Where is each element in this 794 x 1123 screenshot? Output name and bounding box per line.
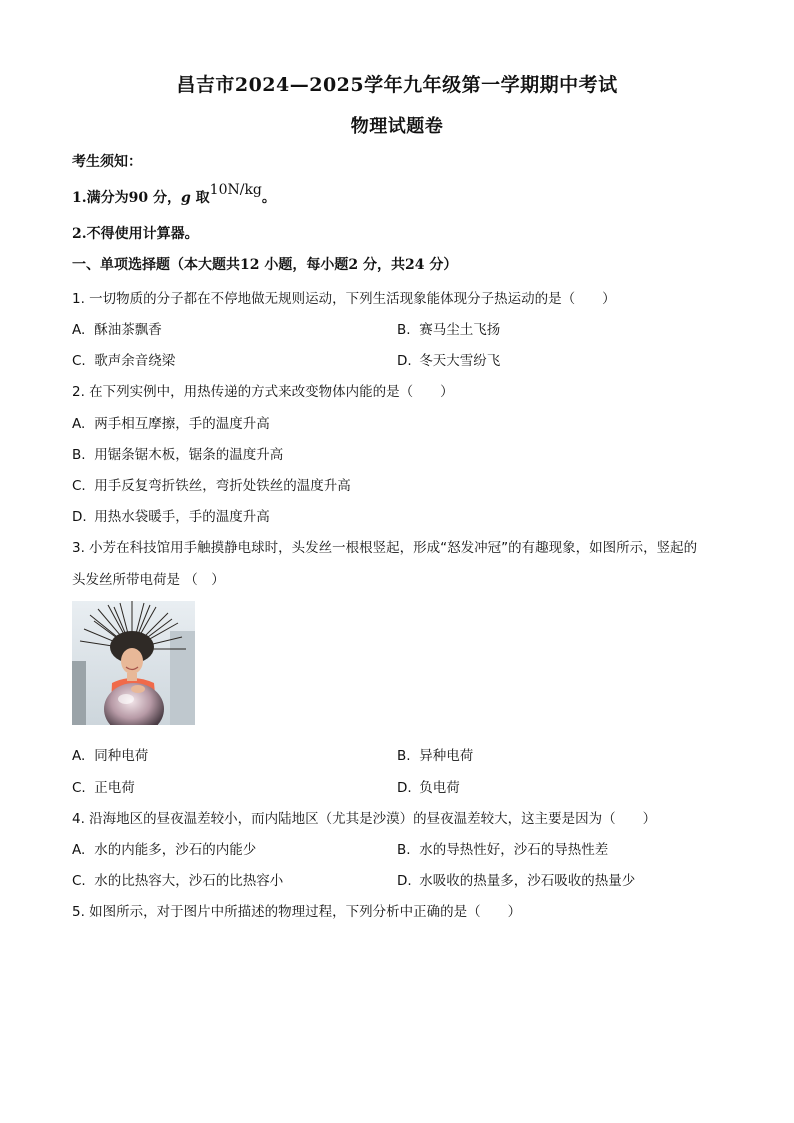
question-1-stem: 1. 一切物质的分子都在不停地做无规则运动，下列生活现象能体现分子热运动的是（ ） (72, 291, 616, 307)
exam-subtitle: 物理试题卷 (350, 116, 444, 137)
q1-option-c[interactable]: C. 歌声余音绕梁 (72, 353, 176, 369)
question-4-stem: 4. 沿海地区的昼夜温差较小，而内陆地区（尤其是沙漠）的昼夜温差较大，这主要是因为（ ） (72, 811, 657, 827)
q1-option-b[interactable]: B. 赛马尘土飞扬 (397, 322, 501, 338)
q4-option-d[interactable]: D. 水吸收的热量多，沙石吸收的热量少 (397, 873, 636, 889)
question-2-stem: 2. 在下列实例中，用热传递的方式来改变物体内能的是（ ） (72, 384, 454, 400)
notes-heading: 考生须知： (72, 154, 142, 170)
unit-label: 10N/kg (209, 182, 262, 198)
q3-option-a[interactable]: A. 同种电荷 (72, 748, 149, 764)
q3-option-b[interactable]: B. 异种电荷 (397, 748, 474, 764)
question-3-stem-line-2: 头发丝所带电荷是 （ ） (72, 572, 225, 588)
q2-option-c[interactable]: C. 用手反复弯折铁丝，弯折处铁丝的温度升高 (72, 478, 351, 494)
section-heading: 一、单项选择题（本大题共12 小题，每小题2 分，共24 分） (72, 257, 458, 273)
note-item-2: 2.不得使用计算器。 (72, 226, 199, 242)
q3-option-d[interactable]: D. 负电荷 (397, 780, 460, 796)
question-3-stem-line-1: 3. 小芳在科技馆用手触摸静电球时，头发丝一根根竖起，形成“怒发冲冠”的有趣现象，如图所示，竖起的 (72, 540, 698, 556)
note-item-1: 1.满分为90 分，g 取10N/kg。 (72, 182, 276, 206)
static-electricity-photo (72, 601, 195, 725)
q4-option-b[interactable]: B. 水的导热性好，沙石的导热性差 (397, 842, 609, 858)
exam-title: 昌吉市2024—2025学年九年级第一学期期中考试 (176, 74, 618, 96)
q4-option-a[interactable]: A. 水的内能多，沙石的内能少 (72, 842, 257, 858)
q4-option-c[interactable]: C. 水的比热容大，沙石的比热容小 (72, 873, 284, 889)
q2-option-b[interactable]: B. 用锯条锯木板，锯条的温度升高 (72, 447, 284, 463)
q3-option-c[interactable]: C. 正电荷 (72, 780, 135, 796)
q1-option-a[interactable]: A. 酥油茶飘香 (72, 322, 162, 338)
q1-option-d[interactable]: D. 冬天大雪纷飞 (397, 353, 501, 369)
question-5-stem: 5. 如图所示，对于图片中所描述的物理过程，下列分析中正确的是（ ） (72, 904, 522, 920)
q2-option-d[interactable]: D. 用热水袋暖手，手的温度升高 (72, 509, 270, 525)
q2-option-a[interactable]: A. 两手相互摩擦，手的温度升高 (72, 416, 270, 432)
